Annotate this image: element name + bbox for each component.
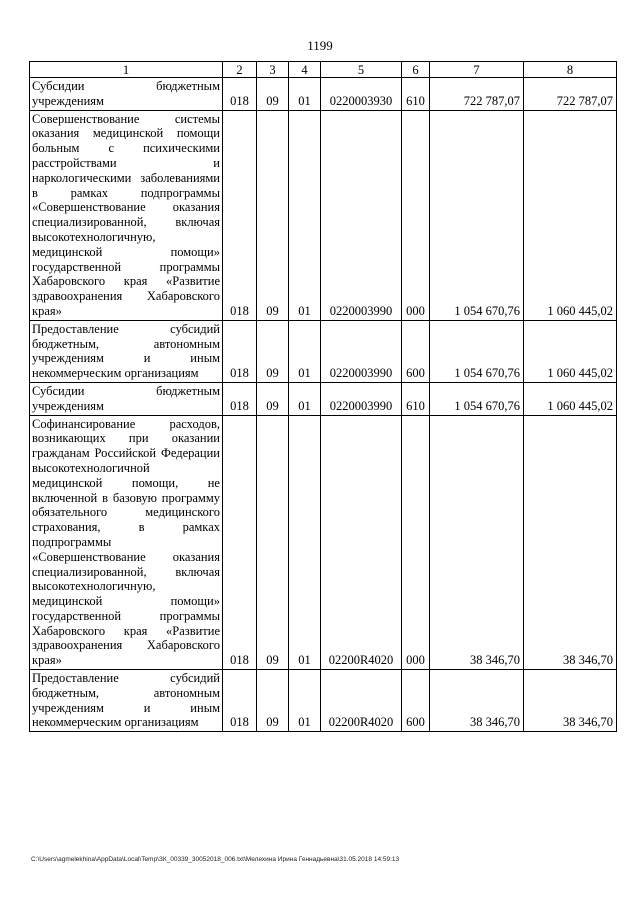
row-cell-8: 1 060 445,02 (524, 110, 617, 320)
row-cell-3: 09 (257, 78, 289, 111)
row-description: Софинансирование расходов, возникающих при оказании гражданам Российской Федерации высокотехнологичной медицинской помощи, не включенной в базовую программу обязательного медицинского страхования, в рамках подпрограммы «Совершенствование оказания специализированной, включая высокотехнологичную, медицинской помощи» государственной программы Хабаровского края «Развитие здравоохранения Хабаровского края» (30, 415, 223, 670)
row-cell-8: 1 060 445,02 (524, 382, 617, 415)
row-cell-7: 38 346,70 (430, 415, 524, 670)
row-cell-5: 02200R4020 (321, 415, 402, 670)
table-row (30, 382, 617, 415)
page-number: 1199 (307, 38, 333, 53)
row-cell-3: 09 (257, 110, 289, 320)
row-cell-5: 02200R4020 (321, 670, 402, 732)
row-cell-4: 01 (289, 382, 321, 415)
row-cell-3: 09 (257, 415, 289, 670)
row-cell-5: 0220003990 (321, 110, 402, 320)
row-description: Предоставление субсидий бюджетным, автономным учреждениям и иным некоммерческим организациям (30, 320, 223, 382)
header-cell: 5 (321, 62, 402, 78)
table-header-row (30, 62, 617, 78)
row-cell-3: 09 (257, 670, 289, 732)
row-cell-4: 01 (289, 110, 321, 320)
row-cell-3: 09 (257, 382, 289, 415)
footer-path: C:\Users\agmelekhina\AppData\Local\Temp\ЗК_00339_30052018_006.txt\Мелехина Ирина Геннадьевна\31.05.2018 14:59:13 (31, 856, 400, 863)
header-cell: 4 (289, 62, 321, 78)
row-cell-5: 0220003990 (321, 320, 402, 382)
row-cell-5: 0220003990 (321, 382, 402, 415)
row-cell-4: 01 (289, 415, 321, 670)
table-body (30, 62, 617, 732)
row-cell-2: 018 (223, 670, 257, 732)
row-cell-4: 01 (289, 320, 321, 382)
table-row (30, 78, 617, 111)
row-cell-3: 09 (257, 320, 289, 382)
row-cell-8: 38 346,70 (524, 670, 617, 732)
row-cell-2: 018 (223, 382, 257, 415)
row-description: Субсидии бюджетным учреждениям (30, 78, 223, 111)
header-cell: 1 (30, 62, 223, 78)
row-cell-4: 01 (289, 670, 321, 732)
row-cell-6: 000 (402, 110, 430, 320)
table-row (30, 415, 617, 670)
row-cell-4: 01 (289, 78, 321, 111)
row-description: Субсидии бюджетным учреждениям (30, 382, 223, 415)
row-cell-6: 610 (402, 382, 430, 415)
header-cell: 7 (430, 62, 524, 78)
header-cell: 3 (257, 62, 289, 78)
row-cell-6: 610 (402, 78, 430, 111)
header-cell: 8 (524, 62, 617, 78)
row-cell-7: 1 054 670,76 (430, 110, 524, 320)
row-cell-2: 018 (223, 415, 257, 670)
row-description: Предоставление субсидий бюджетным, автономным учреждениям и иным некоммерческим организациям (30, 670, 223, 732)
table-row (30, 670, 617, 732)
row-cell-8: 38 346,70 (524, 415, 617, 670)
row-cell-7: 38 346,70 (430, 670, 524, 732)
row-description: Совершенствование системы оказания медицинской помощи больным с психическими расстройствами и наркологическими заболеваниями в рамках подпрограммы «Совершенствование оказания специализированной, включая высокотехнологичную, медицинской помощи» государственной программы Хабаровского края «Развитие здравоохранения Хабаровского края» (30, 110, 223, 320)
row-cell-7: 1 054 670,76 (430, 320, 524, 382)
row-cell-8: 1 060 445,02 (524, 320, 617, 382)
row-cell-5: 0220003930 (321, 78, 402, 111)
row-cell-2: 018 (223, 320, 257, 382)
row-cell-6: 000 (402, 415, 430, 670)
header-cell: 2 (223, 62, 257, 78)
row-cell-2: 018 (223, 78, 257, 111)
row-cell-8: 722 787,07 (524, 78, 617, 111)
header-cell: 6 (402, 62, 430, 78)
row-cell-2: 018 (223, 110, 257, 320)
row-cell-6: 600 (402, 320, 430, 382)
table-row (30, 320, 617, 382)
row-cell-7: 1 054 670,76 (430, 382, 524, 415)
table-row (30, 110, 617, 320)
budget-table (29, 61, 617, 732)
row-cell-6: 600 (402, 670, 430, 732)
row-cell-7: 722 787,07 (430, 78, 524, 111)
